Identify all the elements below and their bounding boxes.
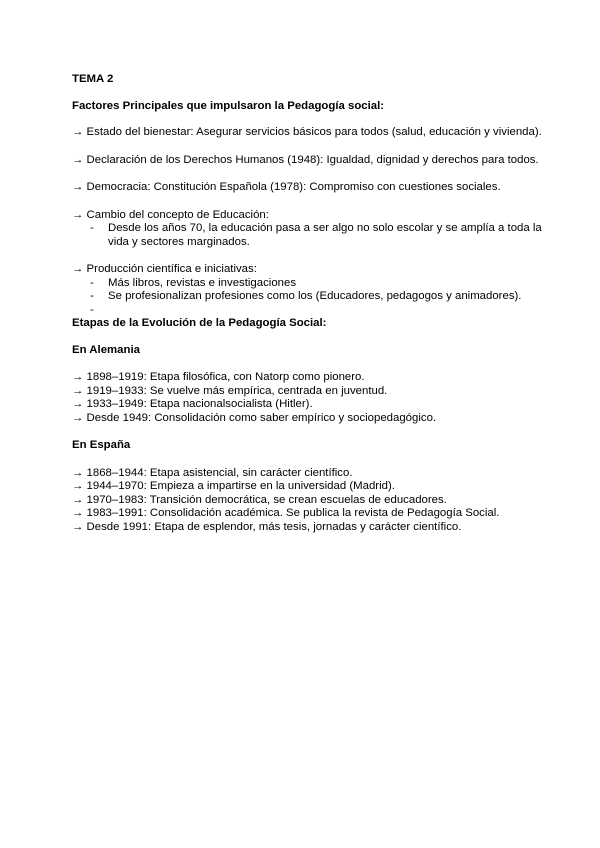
list-item: → 1919–1933: Se vuelve más empírica, centrada en juventud. (72, 384, 388, 397)
list-item-text: Desde los años 70, la educación pasa a ser algo no solo escolar y se amplía a toda la vida y sectores marginados. (108, 222, 542, 248)
alemania-list (72, 371, 542, 425)
list-item-text: Se profesionalizan profesiones como los (Educadores, pedagogos y animadores). (108, 290, 522, 302)
dash-bullet: - (90, 222, 94, 234)
factor-democracia: → Democracia: Constitución Española (1978): Compromiso con cuestiones sociales. (72, 181, 501, 193)
list-item: → 1983–1991: Consolidación académica. Se publica la revista de Pedagogía Social. (72, 507, 500, 519)
espana-heading: En España (72, 439, 131, 451)
espana-list (72, 467, 542, 535)
list-item (72, 290, 542, 304)
list-item: → 1970–1983: Transición democrática, se crean escuelas de educadores. (72, 493, 447, 506)
etapas-heading: Etapas de la Evolución de la Pedagogía Social: (72, 317, 327, 329)
dash-bullet: - (90, 303, 94, 316)
list-item (72, 304, 542, 318)
document-page (72, 73, 542, 548)
list-item: → Desde 1949: Consolidación como saber empírico y sociopedagógico. (72, 411, 437, 424)
list-item: → 1944–1970: Empieza a impartirse en la universidad (Madrid). (72, 480, 395, 492)
dash-bullet: - (90, 290, 94, 302)
dash-bullet: - (90, 276, 94, 289)
cambio-lead: → Cambio del concepto de Educación: (72, 208, 269, 221)
factor-estado-bienestar: → Estado del bienestar: Asegurar servicios básicos para todos (salud, educación y vivienda). (72, 126, 542, 138)
cambio-list (72, 222, 542, 249)
produccion-block (72, 263, 542, 317)
factores-heading: Factores Principales que impulsaron la Pedagogía social: (72, 99, 385, 112)
list-item-text: Más libros, revistas e investigaciones (108, 276, 297, 289)
list-item (72, 222, 542, 249)
produccion-lead: → Producción científica e iniciativas: (72, 263, 257, 275)
produccion-list (72, 277, 542, 318)
list-item: → Desde 1991: Etapa de esplendor, más tesis, jornadas y carácter científico. (72, 520, 462, 533)
factor-derechos-humanos: → Declaración de los Derechos Humanos (1948): Igualdad, dignidad y derechos para todos. (72, 153, 539, 166)
list-item: → 1933–1949: Etapa nacionalsocialista (Hitler). (72, 398, 313, 410)
alemania-heading: En Alemania (72, 343, 140, 356)
list-item: → 1898–1919: Etapa filosófica, con Natorp como pionero. (72, 371, 365, 383)
document-title: TEMA 2 (72, 73, 114, 85)
list-item (72, 277, 542, 291)
list-item: → 1868–1944: Etapa asistencial, sin carácter científico. (72, 466, 353, 479)
cambio-concepto-block (72, 209, 542, 250)
